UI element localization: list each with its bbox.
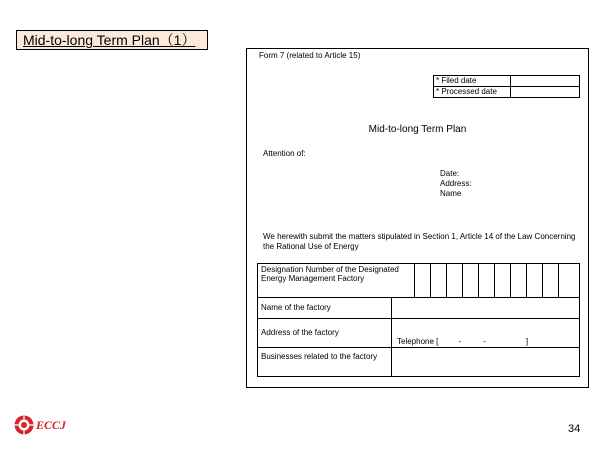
telephone-field: Telephone [ - - ] — [397, 337, 529, 346]
column-divider — [391, 348, 392, 376]
column-divider — [391, 298, 392, 318]
number-box — [478, 264, 479, 297]
number-box — [510, 264, 511, 297]
address-label: Address: — [440, 179, 472, 188]
number-box — [430, 264, 431, 297]
slide-title — [16, 30, 208, 50]
factory-name-row — [258, 297, 579, 318]
factory-address-row — [258, 318, 579, 347]
businesses-label: Businesses related to the factory — [261, 352, 378, 361]
filed-date-label: * Filed date — [434, 76, 511, 87]
column-divider — [391, 319, 392, 347]
processed-date-field — [511, 87, 580, 98]
factory-address-label: Address of the factory — [261, 328, 339, 337]
eccj-logo — [14, 415, 66, 435]
slide-title-text: Mid-to-long Term Plan（1） — [23, 32, 196, 48]
number-box — [542, 264, 543, 297]
businesses-row — [258, 347, 579, 376]
name-label: Name — [440, 189, 462, 198]
attention-label: Attention of: — [263, 149, 306, 158]
page-number: 34 — [568, 423, 581, 435]
submit-statement: We herewith submit the matters stipulated in Section 1, Article 14 of the Law Concerning the Rational Use of Energy — [263, 232, 576, 251]
number-box — [558, 264, 559, 297]
date-table — [433, 75, 580, 98]
designation-label: Designation Number of the Designated Energy Management Factory — [261, 265, 399, 283]
sender-block — [440, 169, 472, 199]
processed-date-label: * Processed date — [434, 87, 511, 98]
number-box — [446, 264, 447, 297]
logo-text: ECCJ — [36, 417, 67, 432]
date-label: Date: — [440, 169, 460, 178]
designation-row — [258, 264, 579, 297]
form-label: Form 7 (related to Article 15) — [259, 51, 361, 60]
number-box — [494, 264, 495, 297]
number-box — [526, 264, 527, 297]
factory-info-table — [257, 263, 580, 377]
plan-title: Mid-to-long Term Plan — [368, 124, 467, 135]
form-document — [246, 48, 589, 388]
filed-date-field — [511, 76, 580, 87]
number-box — [462, 264, 463, 297]
factory-name-label: Name of the factory — [261, 303, 331, 312]
number-box — [414, 264, 415, 297]
eccj-logo-icon — [14, 415, 34, 435]
